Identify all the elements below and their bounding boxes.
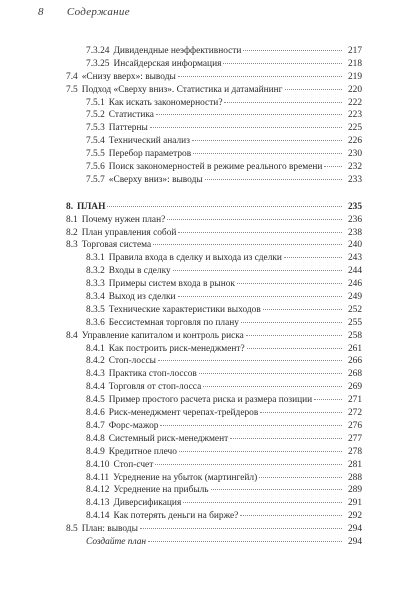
- toc-entry[interactable]: [66, 317, 362, 330]
- dot-leader: [314, 399, 342, 400]
- toc-entry-page: 252: [347, 304, 362, 315]
- toc-entry-page: 255: [347, 317, 362, 328]
- toc-entry-number: 8.3: [66, 240, 78, 251]
- dot-leader: [183, 502, 342, 503]
- toc-entry[interactable]: [66, 161, 362, 174]
- toc-entry-number: 7.5.3: [86, 123, 105, 134]
- toc-entry-title: Стоп-лоссы: [108, 356, 156, 367]
- toc-entry-title: Дивидендные неэффективности: [113, 46, 242, 56]
- toc-entry-page: 266: [347, 356, 362, 367]
- toc-entry-number: 8.3.3: [86, 279, 105, 290]
- dot-leader: [192, 140, 342, 141]
- toc-entry-number: 7.5.1: [86, 97, 105, 108]
- toc-entry-title: Практика стоп-лоссов: [108, 369, 197, 380]
- dot-leader: [247, 348, 342, 349]
- toc-entry[interactable]: [66, 97, 362, 110]
- toc-entry-number: 8.4.6: [86, 408, 105, 419]
- toc-entry-title: Паттерны: [108, 123, 148, 134]
- dot-leader: [158, 360, 342, 361]
- toc-entry-number: 8.4.10: [86, 459, 110, 470]
- toc-entry[interactable]: [66, 536, 362, 549]
- toc-entry-title: Как потерять деньги на бирже?: [113, 511, 239, 522]
- toc-entry-number: 8.4.11: [86, 472, 110, 483]
- toc-entry-page: 218: [347, 58, 362, 69]
- toc-entry[interactable]: [66, 227, 362, 240]
- toc-entry-page: 243: [347, 253, 362, 264]
- toc-entry-number: 7.5: [66, 84, 78, 95]
- dot-leader: [203, 386, 342, 387]
- dot-leader: [241, 322, 342, 323]
- toc-entry-number: 8.3.6: [86, 317, 105, 328]
- toc-entry-number: 8.4.1: [86, 343, 105, 354]
- toc-entry-title: Как искать закономерности?: [108, 97, 223, 108]
- toc-entry-page: 223: [347, 110, 362, 121]
- dot-leader: [156, 114, 342, 115]
- toc-entry[interactable]: [66, 510, 362, 523]
- dot-leader: [260, 412, 342, 413]
- toc-entry[interactable]: [66, 201, 362, 214]
- toc-entry[interactable]: [66, 497, 362, 510]
- toc-entry-number: 8.4.4: [86, 382, 105, 393]
- dot-leader: [284, 257, 342, 258]
- dot-leader: [211, 489, 342, 490]
- toc-entry-number: 7.5.6: [86, 162, 105, 173]
- toc-entry-title: Перебор параметров: [108, 149, 192, 160]
- toc-entry-number: 7.5.5: [86, 149, 105, 160]
- toc-entry-page: 235: [347, 201, 362, 212]
- toc-entry-page: 230: [347, 149, 362, 160]
- toc-entry-title: Усреднение на убыток (мартингейл): [113, 472, 258, 483]
- toc-entry-title: Стоп-счет: [113, 459, 154, 470]
- toc-entry[interactable]: [66, 368, 362, 381]
- toc-entry[interactable]: [66, 174, 362, 187]
- toc-entry-number: 7.5.4: [86, 136, 105, 147]
- dot-leader: [324, 166, 342, 167]
- dot-leader: [230, 438, 342, 439]
- toc-entry-page: 226: [347, 136, 362, 147]
- toc-entry-page: 236: [347, 214, 362, 225]
- toc-entry-title: Примеры систем входа в рынок: [108, 279, 235, 290]
- toc-entry-number: 8.4.2: [86, 356, 105, 367]
- toc-entry-title: «Сверху вниз»: выводы: [108, 174, 203, 185]
- toc-entry[interactable]: [66, 148, 362, 161]
- dot-leader: [246, 335, 342, 336]
- toc-entry-title: Системный риск-менеджмент: [108, 433, 229, 444]
- toc-entry-page: 291: [347, 498, 362, 509]
- toc-entry[interactable]: [66, 446, 362, 459]
- toc-entry[interactable]: [66, 122, 362, 135]
- toc-entry[interactable]: [66, 291, 362, 304]
- toc-entry-title: Риск-менеджмент черепах-трейдеров: [108, 408, 259, 419]
- toc-entry-page: 246: [347, 279, 362, 290]
- toc-entry[interactable]: [66, 45, 362, 58]
- toc-entry-title: Торговая система: [81, 240, 152, 251]
- toc-entry-page: 244: [347, 266, 362, 277]
- dot-leader: [205, 179, 342, 180]
- dot-leader: [193, 153, 342, 154]
- toc-entry-number: 8.4.5: [86, 395, 105, 406]
- toc-entry-title: Технические характеристики выходов: [108, 304, 261, 315]
- header-title: Содержание: [66, 6, 130, 18]
- toc-entry-number: 8.5: [66, 524, 78, 535]
- toc-entry[interactable]: [66, 84, 362, 97]
- toc-entry-page: 225: [347, 123, 362, 134]
- dot-leader: [155, 464, 342, 465]
- toc-entry-page: 294: [347, 524, 362, 535]
- dot-leader: [173, 270, 342, 271]
- toc-entry-number: 8.1: [66, 214, 78, 225]
- toc-entry[interactable]: [66, 355, 362, 368]
- toc-entry[interactable]: [66, 433, 362, 446]
- toc-entry[interactable]: [66, 214, 362, 227]
- toc-entry-number: 8.: [66, 201, 74, 212]
- toc-entry-page: 220: [347, 84, 362, 95]
- toc-entry-title: Форс-мажор: [108, 420, 159, 431]
- toc-entry[interactable]: [66, 381, 362, 394]
- toc-entry-page: 219: [347, 71, 362, 82]
- toc-entry-title: Бессистемная торговля по плану: [108, 317, 239, 328]
- toc-entry[interactable]: [66, 523, 362, 536]
- toc-entry-page: 278: [347, 446, 362, 457]
- toc-entry-number: 7.3.25: [86, 58, 110, 69]
- toc-entry-title: План: выводы: [81, 524, 138, 535]
- toc-entry-number: 8.4.12: [86, 485, 110, 496]
- toc-entry-page: 217: [347, 46, 362, 56]
- toc-entry-title: ПЛАН: [77, 201, 106, 212]
- running-header: [38, 6, 130, 18]
- dot-leader: [224, 102, 342, 103]
- toc-entry-title: Поиск закономерностей в режиме реального времени: [108, 162, 323, 173]
- toc-entry-page: 269: [347, 382, 362, 393]
- toc-entry-title: Как построить риск-менеджмент?: [108, 343, 245, 354]
- toc-entry-page: 249: [347, 292, 362, 303]
- section-gap: [66, 187, 362, 201]
- toc-entry-number: 7.5.7: [86, 174, 105, 185]
- toc-entry-title: Подход «Сверху вниз». Статистика и датамайнинг: [81, 84, 283, 95]
- dot-leader: [178, 76, 342, 77]
- toc-entry-number: 8.3.2: [86, 266, 105, 277]
- dot-leader: [237, 283, 342, 284]
- toc-entry-page: 240: [347, 240, 362, 251]
- toc-entry-page: 258: [347, 330, 362, 341]
- toc-entry-title: План управления собой: [81, 227, 177, 238]
- dot-leader: [223, 63, 342, 64]
- toc-entry-number: 7.3.24: [86, 46, 110, 56]
- toc-entry[interactable]: [66, 278, 362, 291]
- page-number: 8: [38, 6, 44, 18]
- toc-entry-number: 8.4: [66, 330, 78, 341]
- toc-entry-number: 8.4.9: [86, 446, 105, 457]
- toc-entry-page: 238: [347, 227, 362, 238]
- toc-entry-number: 8.3.5: [86, 304, 105, 315]
- dot-leader: [263, 309, 342, 310]
- toc-entry-title: Почему нужен план?: [81, 214, 166, 225]
- toc-entry[interactable]: [66, 265, 362, 278]
- toc-entry-number: 8.3.4: [86, 292, 105, 303]
- toc-entry[interactable]: [66, 135, 362, 148]
- toc-entry-page: 289: [347, 485, 362, 496]
- toc-entry[interactable]: [66, 58, 362, 71]
- toc-entry-page: 276: [347, 420, 362, 431]
- dot-leader: [167, 219, 342, 220]
- dot-leader: [199, 373, 342, 374]
- toc-entry-number: 7.4: [66, 71, 78, 82]
- toc-entry-title: Технический анализ: [108, 136, 190, 147]
- toc-entry[interactable]: [66, 420, 362, 433]
- toc-entry-page: 277: [347, 433, 362, 444]
- toc-entry-number: 7.5.2: [86, 110, 105, 121]
- dot-leader: [243, 50, 342, 51]
- toc-entry-page: 222: [347, 97, 362, 108]
- table-of-contents: [66, 45, 362, 549]
- dot-leader: [148, 541, 342, 542]
- toc-entry-page: 233: [347, 174, 362, 185]
- toc-entry-number: 8.4.7: [86, 420, 105, 431]
- toc-entry-number: 8.4.3: [86, 369, 105, 380]
- toc-entry[interactable]: [66, 407, 362, 420]
- toc-entry-title: Торговля от стоп-лосса: [108, 382, 202, 393]
- dot-leader: [150, 127, 342, 128]
- toc-entry-page: 288: [347, 472, 362, 483]
- toc-entry[interactable]: [66, 252, 362, 265]
- toc-entry[interactable]: [66, 71, 362, 84]
- toc-entry-title: Управление капиталом и контроль риска: [81, 330, 244, 341]
- toc-entry-page: 261: [347, 343, 362, 354]
- dot-leader: [285, 89, 342, 90]
- toc-entry-title: Диверсификация: [113, 498, 182, 509]
- toc-entry[interactable]: [66, 239, 362, 252]
- toc-entry-title: Усреднение на прибыль: [113, 485, 209, 496]
- dot-leader: [153, 244, 342, 245]
- toc-entry[interactable]: [66, 109, 362, 122]
- toc-entry[interactable]: [66, 459, 362, 472]
- toc-entry-page: 272: [347, 408, 362, 419]
- toc-entry-page: 281: [347, 459, 362, 470]
- toc-entry[interactable]: [66, 484, 362, 497]
- toc-entry-page: 268: [347, 369, 362, 380]
- toc-entry-title: Входы в сделку: [108, 266, 171, 277]
- toc-entry-title: Выход из сделки: [108, 292, 176, 303]
- dot-leader: [178, 232, 342, 233]
- toc-entry-title: Создайте план: [86, 536, 147, 547]
- dot-leader: [179, 451, 342, 452]
- toc-entry-title: Пример простого расчета риска и размера позиции: [108, 395, 313, 406]
- toc-entry-number: 8.4.13: [86, 498, 110, 509]
- toc-entry[interactable]: [66, 472, 362, 485]
- toc-entry[interactable]: [66, 343, 362, 356]
- toc-entry-number: 8.2: [66, 227, 78, 238]
- toc-entry-number: 8.4.14: [86, 511, 110, 522]
- toc-entry-page: 294: [347, 536, 362, 547]
- toc-entry[interactable]: [66, 304, 362, 317]
- toc-entry-title: Статистика: [108, 110, 154, 121]
- dot-leader: [140, 528, 342, 529]
- toc-entry-title: «Снизу вверх»: выводы: [81, 71, 176, 82]
- toc-entry[interactable]: [66, 330, 362, 343]
- toc-entry-page: 232: [347, 162, 362, 173]
- toc-entry-title: Правила входа в сделку и выхода из сделки: [108, 253, 282, 264]
- toc-entry-page: 271: [347, 395, 362, 406]
- toc-entry-title: Инсайдерская информация: [113, 58, 222, 69]
- toc-entry-number: 8.4.8: [86, 433, 105, 444]
- toc-entry[interactable]: [66, 394, 362, 407]
- toc-entry-title: Кредитное плечо: [108, 446, 177, 457]
- toc-entry-page: 292: [347, 511, 362, 522]
- dot-leader: [107, 206, 342, 207]
- dot-leader: [259, 477, 342, 478]
- dot-leader: [178, 296, 342, 297]
- dot-leader: [160, 425, 342, 426]
- dot-leader: [240, 515, 342, 516]
- toc-entry-number: 8.3.1: [86, 253, 105, 264]
